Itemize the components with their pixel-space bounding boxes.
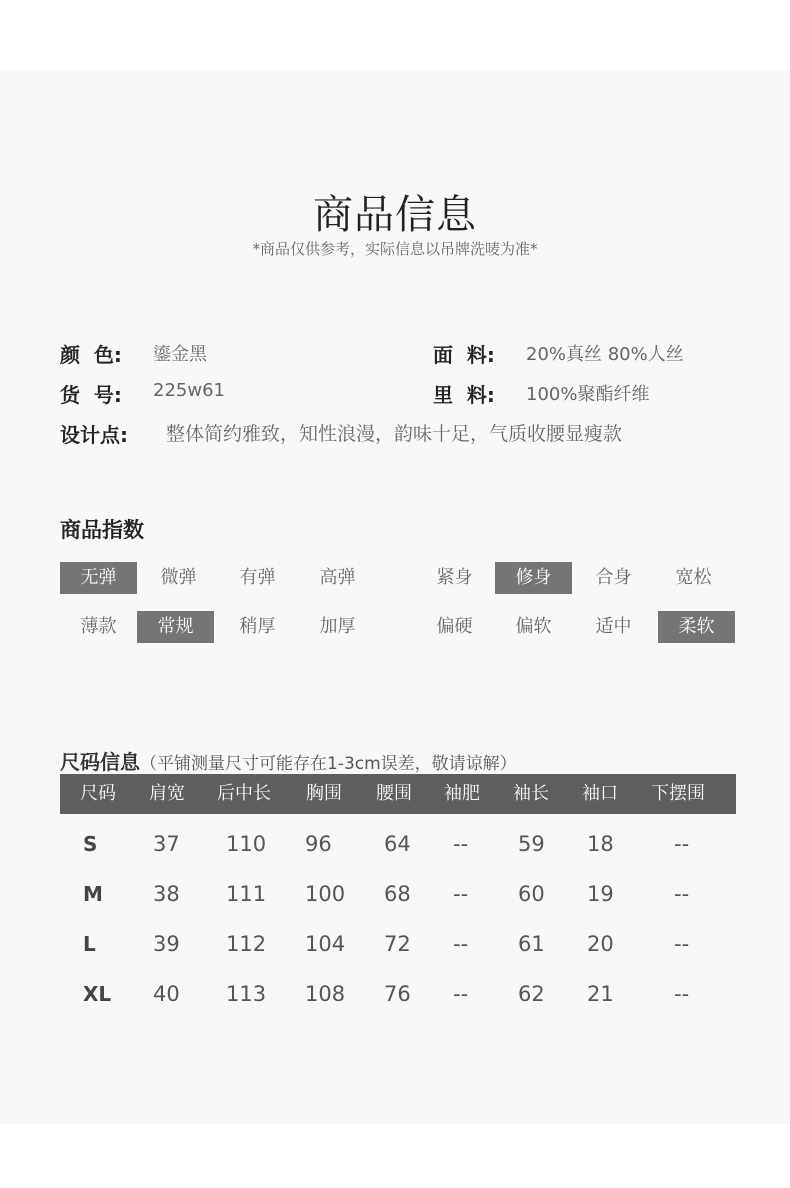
fit-option: 宽松 <box>675 567 712 588</box>
size-cell: 76 <box>384 982 411 1006</box>
header-sleeve-length: 袖长 <box>513 783 549 804</box>
fabric-value: 20%真丝 80%人丝 <box>526 344 684 365</box>
softness-option: 偏硬 <box>436 616 473 637</box>
size-table-header <box>60 774 736 814</box>
size-cell: 108 <box>305 982 346 1006</box>
size-cell: 68 <box>384 882 411 906</box>
size-cell: 72 <box>384 932 411 956</box>
size-cell: 37 <box>153 832 180 856</box>
size-cell: -- <box>674 982 690 1006</box>
size-cell: 21 <box>587 982 614 1006</box>
size-cell: -- <box>674 832 690 856</box>
size-cell: 113 <box>226 982 267 1006</box>
fit-option: 修身 <box>495 562 572 594</box>
size-cell: 104 <box>305 932 346 956</box>
size-cell: 59 <box>518 832 545 856</box>
header-shoulder: 肩宽 <box>149 783 185 804</box>
sku-value: 225w61 <box>153 380 225 401</box>
size-cell: -- <box>453 882 469 906</box>
elasticity-option: 有弹 <box>239 567 276 588</box>
size-section-title <box>60 746 517 775</box>
design-label: 设计点: <box>60 423 128 447</box>
size-cell: 112 <box>226 932 267 956</box>
size-cell: -- <box>453 832 469 856</box>
lining-value: 100%聚酯纤维 <box>526 384 650 405</box>
elasticity-option: 微弹 <box>160 567 197 588</box>
lining-label: 里 料: <box>433 383 495 407</box>
size-label: XL <box>83 982 112 1006</box>
size-cell: 19 <box>587 882 614 906</box>
size-cell: 62 <box>518 982 545 1006</box>
softness-option: 适中 <box>595 616 632 637</box>
size-cell: 61 <box>518 932 545 956</box>
softness-option: 柔软 <box>658 611 735 643</box>
size-cell: 96 <box>305 832 332 856</box>
fabric-label: 面 料: <box>433 343 495 367</box>
size-label: S <box>83 832 98 856</box>
size-cell: 39 <box>153 932 180 956</box>
elasticity-option: 高弹 <box>319 567 356 588</box>
softness-option: 偏软 <box>515 616 552 637</box>
color-value: 鎏金黑 <box>153 344 207 365</box>
fit-option: 合身 <box>595 567 632 588</box>
size-cell: -- <box>453 982 469 1006</box>
page-subtitle: *商品仅供参考，实际信息以吊牌洗唛为准* <box>252 240 538 258</box>
size-cell: 111 <box>226 882 267 906</box>
size-cell: 110 <box>226 832 267 856</box>
index-section-title: 商品指数 <box>60 518 144 542</box>
size-cell: -- <box>674 932 690 956</box>
size-label: L <box>83 932 96 956</box>
header-cuff: 袖口 <box>582 783 618 804</box>
sku-label: 货 号: <box>60 383 122 407</box>
size-label: M <box>83 882 103 906</box>
page-title: 商品信息 <box>313 192 477 238</box>
size-cell: 64 <box>384 832 411 856</box>
header-back-length: 后中长 <box>217 783 271 804</box>
header-chest: 胸围 <box>306 783 342 804</box>
size-cell: 100 <box>305 882 346 906</box>
size-cell: -- <box>674 882 690 906</box>
fit-option: 紧身 <box>436 567 473 588</box>
thickness-option: 加厚 <box>319 616 356 637</box>
header-hem: 下摆围 <box>651 783 705 804</box>
header-sleeve-width: 袖肥 <box>444 783 480 804</box>
size-cell: 18 <box>587 832 614 856</box>
thickness-option: 稍厚 <box>239 616 276 637</box>
size-cell: 40 <box>153 982 180 1006</box>
design-value: 整体简约雅致，知性浪漫，韵味十足，气质收腰显瘦款 <box>166 423 623 445</box>
size-cell: -- <box>453 932 469 956</box>
size-cell: 20 <box>587 932 614 956</box>
size-cell: 60 <box>518 882 545 906</box>
size-cell: 38 <box>153 882 180 906</box>
size-title-text: 尺码信息 <box>60 750 140 774</box>
elasticity-option: 无弹 <box>60 562 137 594</box>
header-size: 尺码 <box>80 783 116 804</box>
size-title-note: （平铺测量尺寸可能存在1-3cm误差，敬请谅解） <box>140 754 517 774</box>
thickness-option: 薄款 <box>80 616 117 637</box>
thickness-option: 常规 <box>137 611 214 643</box>
header-waist: 腰围 <box>376 783 412 804</box>
color-label: 颜 色: <box>60 343 122 367</box>
